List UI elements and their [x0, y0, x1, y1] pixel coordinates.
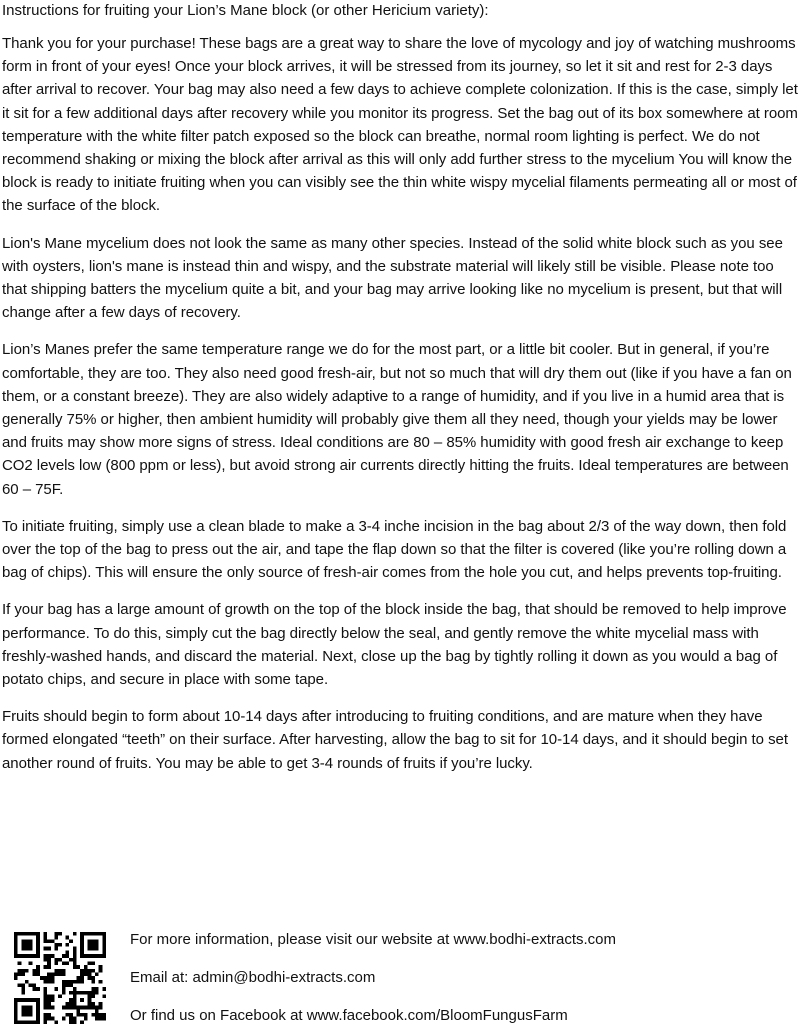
document-title: Instructions for fruiting your Lion’s Mane block (or other Hericium variety): [2, 2, 489, 19]
paragraph-conditions: Lion’s Manes prefer the same temperature range we do for the most part, or a little bit cooler. But in general, if you’re comfortable, they are too. They also need good fresh-air, but not so much that will dry them out (like if you have a fan on them, or a constant breeze). They are also widely adaptive to a range of humidity, and if you live in a humid area that is generally 75% or higher, then ambient humidity will probably give them all they need, though your yields may be lower and fruits may show more signs of stress. Ideal conditions are 80 – 85% humidity with good fresh air exchange to keep CO2 levels low (800 ppm or less), but avoid strong air currents directly hitting the fruits. Ideal temperatures are between 60 – 75F. [2, 341, 792, 498]
paragraph-top-growth: If your bag has a large amount of growth on the top of the block inside the bag, that should be removed to help improve performance. To do this, simply cut the bag directly below the seal, and gently remove the white mycelial mass with freshly-washed hands, and discard the material. Next, close up the bag by tightly rolling it down as you would a bag of potato chips, and secure in place with some tape. [2, 601, 787, 689]
paragraph-intro: Thank you for your purchase! These bags are a great way to share the love of mycology and joy of watching mushrooms form in front of your eyes! Once your block arrives, it will be stressed from its journey, so let it sit and rest for 2-3 days after arrival to recover. Your bag may also need a few days to achieve complete colonization. If this is the case, simply let it sit for a few additional days after recovery while you monitor its progress. Set the bag out of its box somewhere at room temperature with the white filter patch exposed so the block can breathe, normal room lighting is perfect. We do not recommend shaking or mixing the block after arrival as this will only add further stress to the mycelium You will know the block is ready to initiate fruiting when you can visibly see the thin white wispy mycelial filaments permeating all or most of the surface of the block. [2, 35, 798, 215]
paragraph-initiate-fruiting: To initiate fruiting, simply use a clean blade to make a 3-4 inche incision in the bag about 2/3 of the way down, then fold over the top of the bag to press out the air, and tape the flap down so that the filter is covered (like you’re rolling down a bag of chips). This will ensure the only source of fresh-air comes from the hole you cut, and helps prevents top-fruiting. [2, 517, 787, 582]
email-line: Email at: admin@bodhi-extracts.com [130, 969, 376, 986]
contact-footer [14, 930, 794, 1030]
instruction-document [2, 0, 800, 789]
facebook-line: Or find us on Facebook at www.facebook.com/BloomFungusFarm [130, 1007, 568, 1024]
qr-code-icon [14, 932, 106, 1024]
paragraph-harvest: Fruits should begin to form about 10-14 days after introducing to fruiting conditions, and are mature when they have formed elongated “teeth” on their surface. After harvesting, allow the bag to sit for 10-14 days, and it should begin to set another round of fruits. You may be able to get 3-4 rounds of fruits if you’re lucky. [2, 708, 788, 772]
paragraph-mycelium-appearance: Lion's Mane mycelium does not look the same as many other species. Instead of the solid white block such as you see with oysters, lion's mane is instead thin and wispy, and the substrate material will likely still be visible. Please note too that shipping batters the mycelium quite a bit, and your bag may arrive looking like no mycelium is present, but that will change after a few days of recovery. [2, 234, 783, 322]
website-line: For more information, please visit our website at www.bodhi-extracts.com [130, 931, 617, 948]
